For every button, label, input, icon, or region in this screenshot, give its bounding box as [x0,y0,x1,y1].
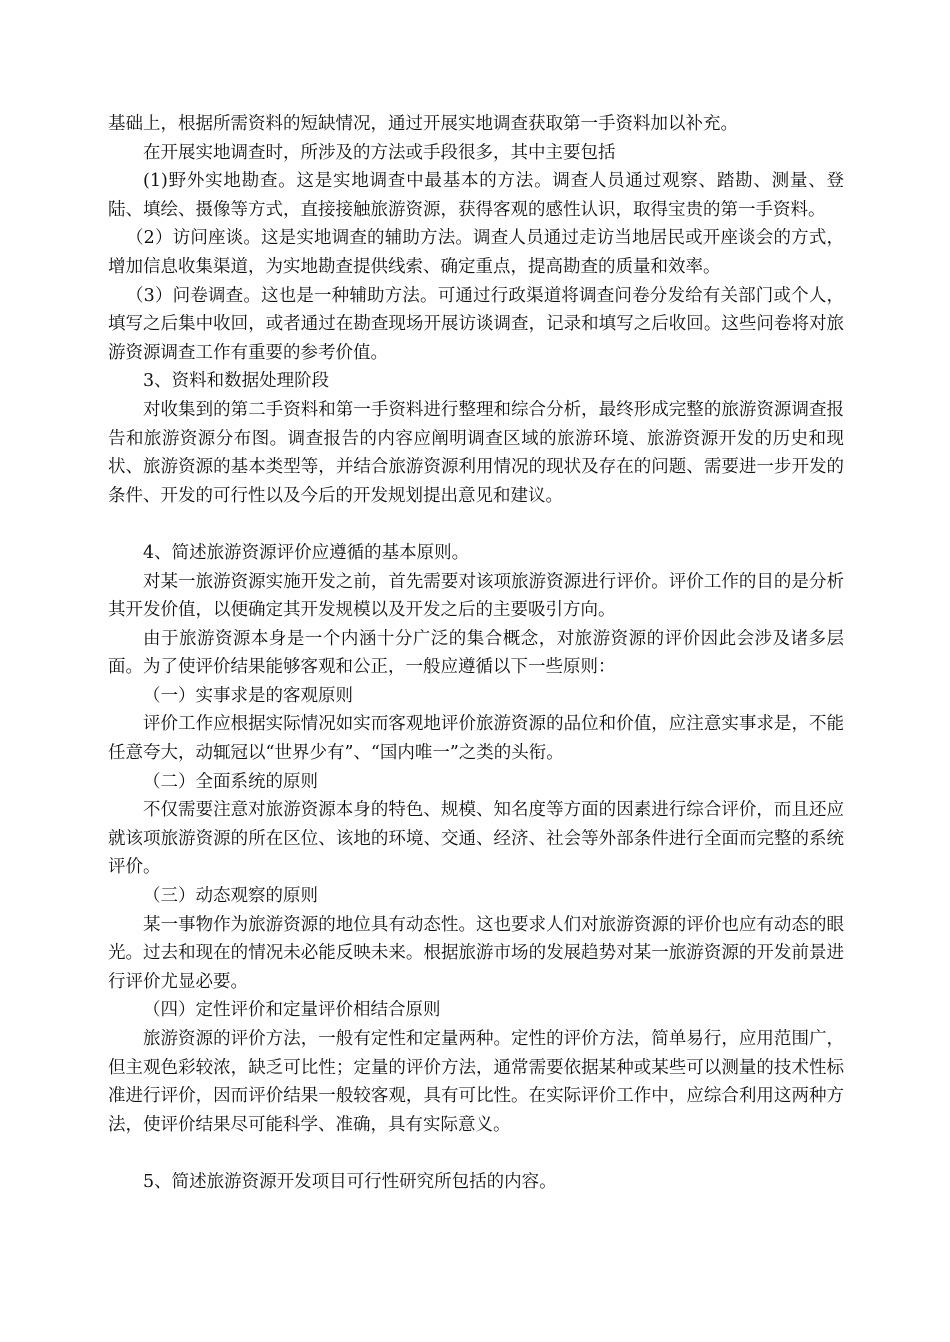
paragraph-p18: 旅游资源的评价方法，一般有定性和定量两种。定性的评价方法，简单易行，应用范围广，但主观色彩较浓，缺乏可比性；定量的评价方法，通常需要依据某种或某些可以测量的技术性标准进行评价，因而评价结果一般较客观，具有可比性。在实际评价工作中，应综合利用这两种方法，使评价结果尽可能科学、准确，具有实际意义。 [108,1029,844,1135]
paragraph-p17: （四）定性评价和定量评价相结合原则 [143,1000,441,1021]
paragraph-p9: 对某一旅游资源实施开发之前，首先需要对该项旅游资源进行评价。评价工作的目的是分析其开发价值，以便确定其开发规模以及开发之后的主要吸引方向。 [108,571,844,621]
paragraph-p5: （3）问卷调查。这也是一种辅助方法。可通过行政渠道将调查问卷分发给有关部门或个人，填写之后集中收回，或者通过在勘查现场开展访谈调查，记录和填写之后收回。这些问卷将对旅游资源调查工作有重要的参考价值。 [108,285,844,363]
blank-line [108,510,844,539]
paragraph-p10: 由于旅游资源本身是一个内涵十分广泛的集合概念，对旅游资源的评价因此会涉及诸多层面。为了使评价结果能够客观和公正，一般应遵循以下一些原则： [108,628,844,678]
paragraph-p15: （三）动态观察的原则 [143,886,318,907]
paragraph-p12: 评价工作应根据实际情况如实而客观地评价旅游资源的品位和价值，应注意实事求是，不能任意夸大，动辄冠以“世界少有”、“国内唯一”之类的头衔。 [108,714,844,764]
document-body [108,110,844,1197]
paragraph-p16: 某一事物作为旅游资源的地位具有动态性。这也要求人们对旅游资源的评价也应有动态的眼光。过去和现在的情况未必能反映未来。根据旅游市场的发展趋势对某一旅游资源的开发前景进行评价尤显必要。 [108,914,844,992]
paragraph-p3: (1)野外实地勘查。这是实地调查中最基本的方法。调查人员通过观察、踏勘、测量、登陆、填绘、摄像等方式，直接接触旅游资源，获得客观的感性认识，取得宝贵的第一手资料。 [108,171,844,220]
paragraph-p7: 对收集到的第二手资料和第一手资料进行整理和综合分析，最终形成完整的旅游资源调查报告和旅游资源分布图。调查报告的内容应阐明调查区域的旅游环境、旅游资源开发的历史和现状、旅游资源的基本类型等，并结合旅游资源利用情况的现状及存在的问题、需要进一步开发的条件、开发的可行性以及今后的开发规划提出意见和建议。 [108,399,844,506]
paragraph-p6: 3、资料和数据处理阶段 [143,371,330,392]
paragraph-p2: 在开展实地调查时，所涉及的方法或手段很多，其中主要包括 [143,142,616,163]
paragraph-p19: 5、简述旅游资源开发项目可行性研究所包括的内容。 [143,1171,557,1192]
paragraph-p4: （2）访问座谈。这是实地调查的辅助方法。调查人员通过走访当地居民或开座谈会的方式，增加信息收集渠道，为实地勘查提供线索、确定重点，提高勘查的质量和效率。 [108,228,844,277]
paragraph-p13: （二）全面系统的原则 [143,771,318,792]
paragraph-p11: （一）实事求是的客观原则 [143,685,353,706]
paragraph-p14: 不仅需要注意对旅游资源本身的特色、规模、知名度等方面的因素进行综合评价，而且还应就该项旅游资源的所在区位、该地的环境、交通、经济、社会等外部条件进行全面而完整的系统评价。 [108,800,844,878]
paragraph-p8: 4、简述旅游资源评价应遵循的基本原则。 [143,542,470,563]
blank-line [108,1139,844,1168]
paragraph-p1: 基础上，根据所需资料的短缺情况，通过开展实地调查获取第一手资料加以补充。 [108,114,738,134]
